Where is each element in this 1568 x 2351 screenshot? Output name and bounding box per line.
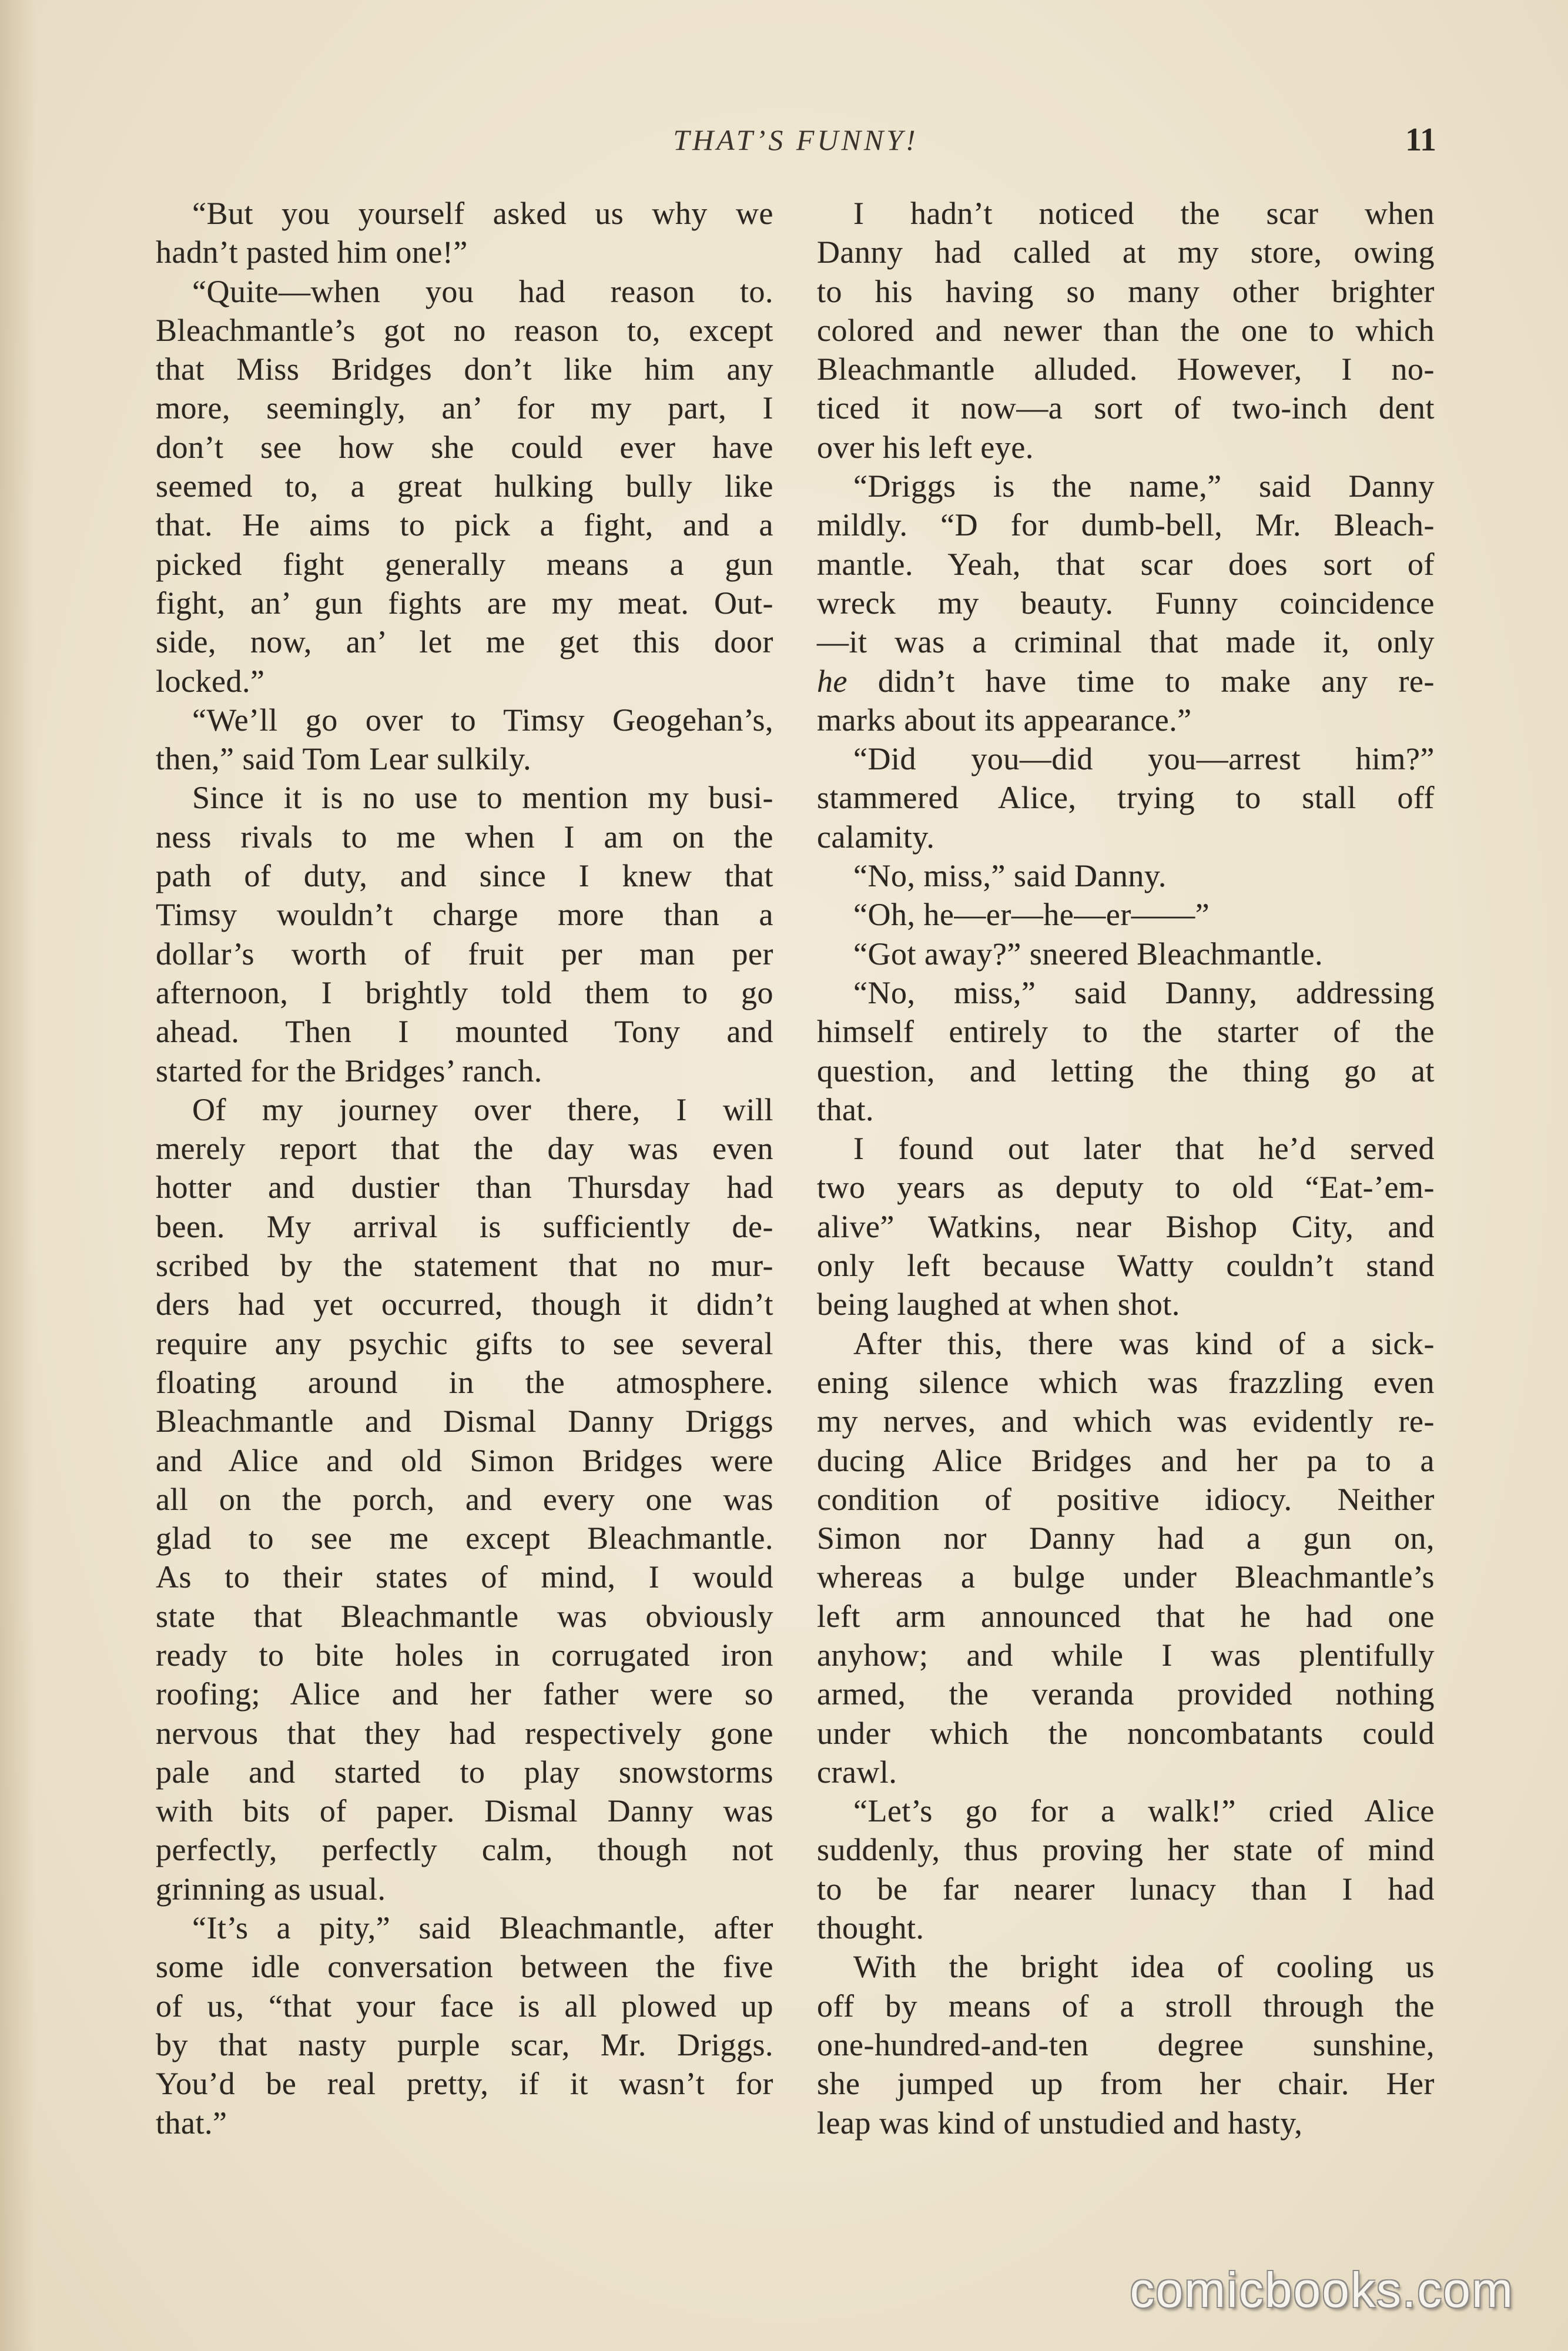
text-line: “It’s a pity,” said Bleachmantle, after xyxy=(192,1910,773,1946)
text-line: ticed it now—a sort of two-inch dent xyxy=(817,390,1435,426)
watermark-logo: comicbooks.com xyxy=(1130,2262,1514,2317)
paragraph xyxy=(156,701,773,779)
text-line: Simon nor Danny had a gun on, xyxy=(817,1521,1435,1556)
paragraph xyxy=(817,856,1435,895)
text-line: roofing; Alice and her father were so xyxy=(156,1676,773,1712)
text-line: whereas a bulge under Bleachmantle’s xyxy=(817,1559,1435,1595)
text-line: that. He aims to pick a fight, and a xyxy=(156,507,773,543)
text-line: I found out later that he’d served xyxy=(853,1131,1435,1167)
text-line: side, now, an’ let me get this door xyxy=(156,624,773,660)
text-line: Danny had called at my store, owing xyxy=(817,235,1435,270)
text-segment: didn’t have time to make any re- xyxy=(847,663,1435,699)
text-line: ahead. Then I mounted Tony and xyxy=(156,1014,773,1050)
text-line: off by means of a stroll through the xyxy=(817,1988,1435,2024)
paragraph xyxy=(156,778,773,1090)
text-line: question, and letting the thing go at xyxy=(817,1053,1435,1089)
running-title: THAT’S FUNNY! xyxy=(673,123,919,156)
paragraph xyxy=(817,194,1435,467)
text-line: that.” xyxy=(156,2105,227,2141)
text-line: hadn’t pasted him one!” xyxy=(156,235,468,270)
text-line: only left because Watty couldn’t stand xyxy=(817,1248,1435,1284)
paragraph xyxy=(817,467,1435,739)
text-line: ening silence which was frazzling even xyxy=(817,1364,1435,1400)
paragraph xyxy=(817,895,1435,934)
text-line: You’d be real pretty, if it wasn’t for xyxy=(156,2066,773,2102)
text-line: by that nasty purple scar, Mr. Driggs. xyxy=(156,2027,773,2062)
text-line: marks about its appearance.” xyxy=(817,702,1192,738)
text-line: stammered Alice, trying to stall off xyxy=(817,780,1435,816)
text-line: nervous that they had respectively gone xyxy=(156,1715,773,1751)
text-line: alive” Watkins, near Bishop City, and xyxy=(817,1208,1435,1244)
text-line: being laughed at when shot. xyxy=(817,1287,1180,1322)
text-line: After this, there was kind of a sick- xyxy=(853,1325,1435,1361)
text-line: to his having so many other brighter xyxy=(817,273,1435,309)
text-line: “But you yourself asked us why we xyxy=(192,196,773,231)
text-line: with bits of paper. Dismal Danny was xyxy=(156,1793,773,1829)
text-line: “Quite—when you had reason to. xyxy=(192,273,773,309)
paragraph xyxy=(817,1324,1435,1792)
text-line: over his left eye. xyxy=(817,429,1034,465)
text-line: Bleachmantle’s got no reason to, except xyxy=(156,312,773,348)
text-line: glad to see me except Bleachmantle. xyxy=(156,1521,773,1556)
text-line: under which the noncombatants could xyxy=(817,1715,1435,1751)
paragraph xyxy=(156,194,773,272)
text-line: then,” said Tom Lear sulkily. xyxy=(156,741,532,777)
text-line: I hadn’t noticed the scar when xyxy=(853,196,1435,231)
text-line: one-hundred-and-ten degree sunshine, xyxy=(817,2027,1435,2062)
column-left xyxy=(156,194,773,2142)
paragraph xyxy=(156,1908,773,2142)
text-line: path of duty, and since I knew that xyxy=(156,858,773,894)
text-line: colored and newer than the one to which xyxy=(817,312,1435,348)
text-line: hotter and dustier than Thursday had xyxy=(156,1170,773,1205)
text-line: and Alice and old Simon Bridges were xyxy=(156,1442,773,1478)
text-line: pale and started to play snowstorms xyxy=(156,1754,773,1790)
text-line: Bleachmantle alluded. However, I no- xyxy=(817,351,1435,387)
text-line: that Miss Bridges don’t like him any xyxy=(156,351,773,387)
text-line: left arm announced that he had one xyxy=(817,1598,1435,1634)
text-line: Of my journey over there, I will xyxy=(192,1091,773,1127)
text-line: grinning as usual. xyxy=(156,1871,386,1907)
text-line: mantle. Yeah, that scar does sort of xyxy=(817,546,1435,582)
text-line: some idle conversation between the five xyxy=(156,1949,773,1985)
text-line: started for the Bridges’ ranch. xyxy=(156,1053,542,1089)
text-line: condition of positive idiocy. Neither xyxy=(817,1481,1435,1517)
italic-text: he xyxy=(817,663,847,699)
text-line: don’t see how she could ever have xyxy=(156,429,773,465)
text-line: armed, the veranda provided nothing xyxy=(817,1676,1435,1712)
paragraph xyxy=(817,1947,1435,2142)
paragraph xyxy=(817,935,1435,973)
column-right xyxy=(817,194,1435,2142)
text-line: all on the porch, and every one was xyxy=(156,1481,773,1517)
text-line: merely report that the day was even xyxy=(156,1131,773,1167)
text-line: perfectly, perfectly calm, though not xyxy=(156,1832,773,1868)
text-line xyxy=(817,662,1435,701)
text-line: ness rivals to me when I am on the xyxy=(156,819,773,855)
text-line: crawl. xyxy=(817,1754,897,1790)
text-line: “Got away?” sneered Bleachmantle. xyxy=(853,936,1324,972)
text-line: to be far nearer lunacy than I had xyxy=(817,1871,1435,1907)
text-line: “Did you—did you—arrest him?” xyxy=(853,741,1435,777)
text-line: “We’ll go over to Timsy Geogehan’s, xyxy=(192,702,773,738)
text-line: calamity. xyxy=(817,819,935,855)
text-line: “Oh, he—er—he—er——” xyxy=(853,897,1210,933)
text-line: ders had yet occurred, though it didn’t xyxy=(156,1287,773,1322)
text-line: “No, miss,” said Danny. xyxy=(853,858,1167,894)
text-line: himself entirely to the starter of the xyxy=(817,1014,1435,1050)
page-number: 11 xyxy=(1405,122,1436,158)
running-header xyxy=(0,120,1568,159)
text-line: ducing Alice Bridges and her pa to a xyxy=(817,1442,1435,1478)
text-line: “No, miss,” said Danny, addressing xyxy=(853,974,1435,1010)
paragraph xyxy=(817,1791,1435,1947)
text-line: dollar’s worth of fruit per man per xyxy=(156,936,773,972)
text-line: my nerves, and which was evidently re- xyxy=(817,1404,1435,1439)
text-line: seemed to, a great hulking bully like xyxy=(156,468,773,504)
text-line: that. xyxy=(817,1091,874,1127)
text-line: —it was a criminal that made it, only xyxy=(817,624,1435,660)
text-line: “Driggs is the name,” said Danny xyxy=(853,468,1435,504)
text-line: wreck my beauty. Funny coincidence xyxy=(817,585,1435,621)
paragraph xyxy=(817,973,1435,1129)
text-line: locked.” xyxy=(156,663,265,699)
text-line: With the bright idea of cooling us xyxy=(853,1949,1435,1985)
text-line: more, seemingly, an’ for my part, I xyxy=(156,390,773,426)
text-line: she jumped up from her chair. Her xyxy=(817,2066,1435,2102)
text-line: mildly. “D for dumb-bell, Mr. Bleach- xyxy=(817,507,1435,543)
text-line: thought. xyxy=(817,1910,924,1946)
text-line: suddenly, thus proving her state of mind xyxy=(817,1832,1435,1868)
text-line: Bleachmantle and Dismal Danny Driggs xyxy=(156,1404,773,1439)
text-line: two years as deputy to old “Eat-’em- xyxy=(817,1170,1435,1205)
text-line: require any psychic gifts to see several xyxy=(156,1325,773,1361)
text-line: leap was kind of unstudied and hasty, xyxy=(817,2105,1303,2141)
text-line: ready to bite holes in corrugated iron xyxy=(156,1637,773,1673)
text-line: As to their states of mind, I would xyxy=(156,1559,773,1595)
text-line: state that Bleachmantle was obviously xyxy=(156,1598,773,1634)
text-line: anyhow; and while I was plentifully xyxy=(817,1637,1435,1673)
text-line: afternoon, I brightly told them to go xyxy=(156,974,773,1010)
text-line: fight, an’ gun fights are my meat. Out- xyxy=(156,585,773,621)
text-line: of us, “that your face is all plowed up xyxy=(156,1988,773,2024)
paragraph xyxy=(817,1129,1435,1324)
text-line: been. My arrival is sufficiently de- xyxy=(156,1208,773,1244)
text-line: “Let’s go for a walk!” cried Alice xyxy=(853,1793,1435,1829)
text-line: Since it is no use to mention my busi- xyxy=(192,780,773,816)
paragraph xyxy=(156,1090,773,1908)
text-line: scribed by the statement that no mur- xyxy=(156,1248,773,1284)
text-line: picked fight generally means a gun xyxy=(156,546,773,582)
text-line: Timsy wouldn’t charge more than a xyxy=(156,897,773,933)
paragraph xyxy=(156,272,773,701)
text-line: floating around in the atmosphere. xyxy=(156,1364,773,1400)
paragraph xyxy=(817,739,1435,856)
